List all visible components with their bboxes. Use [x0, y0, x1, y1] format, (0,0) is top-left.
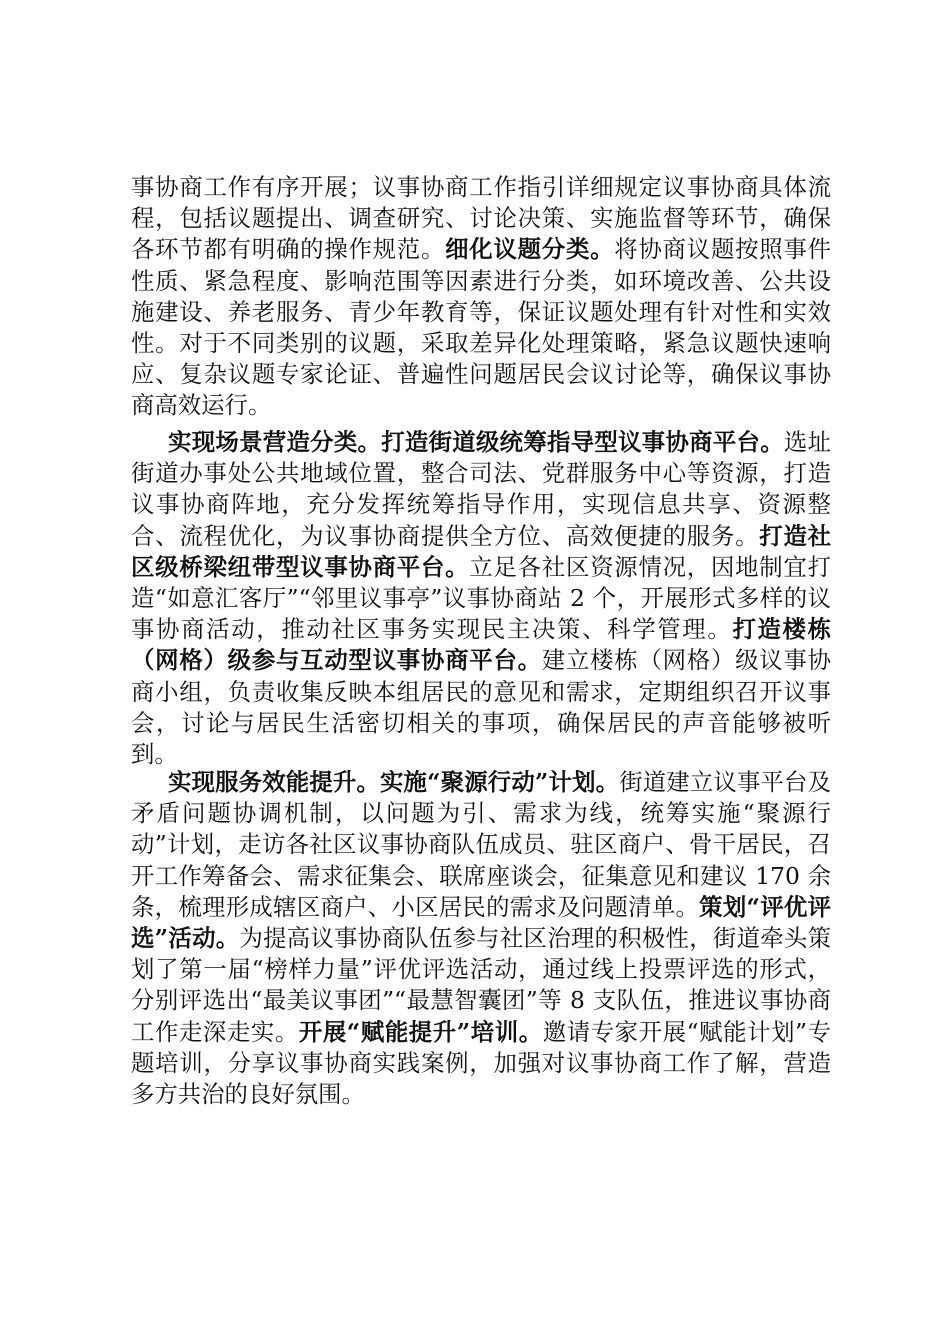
paragraph-3	[131, 767, 831, 1110]
paragraph-1-text-1: 事协商工作有序开展；议事协商工作指引详细规定议事协商具体流程，包括议题提出、调查研究、讨论决策、实施监督等环节，确保各环节都有明确的操作规范。	[131, 173, 831, 264]
paragraph-3-text-3: 邀请专家开展“赋能计划”专题培训，分享议事协商实践案例，加强对议事协商工作了解，营造多方共治的良好氛围。	[131, 1017, 831, 1109]
paragraph-2-heading-2: 打造社区级桥梁纽带型议事协商平台。	[131, 521, 832, 581]
paragraph-3-text-1: 街道建立议事平台及矛盾问题协调机制，以问题为引、需求为线，统筹实施“聚源行动”计划，走访各社区议事协商队伍成员、驻区商户、骨干居民，召开工作筹备会、需求征集会、联席座谈会，征集意见和建议 170 余条，梳理形成辖区商户、小区居民的需求及问题清单。	[131, 768, 831, 921]
paragraph-2-heading-1: 实现场景营造分类。打造街道级统筹指导型议事协商平台。	[168, 428, 784, 456]
paragraph-3-heading-3: 开展“赋能提升”培训。	[298, 1017, 543, 1046]
paragraph-2-text-3: 建立楼栋（网格）级议事协商小组，负责收集反映本组居民的意见和需求，定期组织召开议事会，讨论与居民生活密切相关的事项，确保居民的声音能够被听到。	[131, 646, 831, 769]
paragraph-2	[131, 427, 831, 770]
paragraph-1	[131, 172, 831, 422]
paragraph-1-text-2: 将协商议题按照事件性质、紧急程度、影响范围等因素进行分类，如环境改善、公共设施建设、养老服务、青少年教育等，保证议题处理有针对性和实效性。对于不同类别的议题，采取差异化处理策略，紧急议题快速响应、复杂议题专家论证、普遍性问题居民会议讨论等，确保议事协商高效运行。	[131, 235, 832, 420]
paragraph-3-heading-2: 策划“评优评选”活动。	[131, 892, 831, 953]
paragraph-1-heading-1: 细化议题分类。	[445, 235, 615, 264]
paragraph-2-text-1: 选址街道办事处公共地域位置，整合司法、党群服务中心等资源，打造议事协商阵地，充分发挥统筹指导作用，实现信息共享、资源整合、流程优化，为议事协商提供全方位、高效便捷的服务。	[131, 428, 832, 550]
paragraph-2-heading-3: 打造楼栋（网格）级参与互动型议事协商平台。	[131, 615, 832, 675]
paragraph-3-heading-1: 实现服务效能提升。实施“聚源行动”计划。	[168, 768, 620, 796]
paragraph-2-text-2: 立足各社区资源情况，因地制宜打造“如意汇客厅”“邻里议事亭”议事协商站 2 个，开展形式多样的议事协商活动，推动社区事务实现民主决策、科学管理。	[131, 552, 832, 644]
paragraph-3-text-2: 为提高议事协商队伍参与社区治理的积极性，街道牵头策划了第一届“榜样力量”评优评选活动，通过线上投票评选的形式，分别评选出“最美议事团”“最慧智囊团”等 8 支队伍，推进议事协商工作走深走实。	[131, 924, 831, 1046]
